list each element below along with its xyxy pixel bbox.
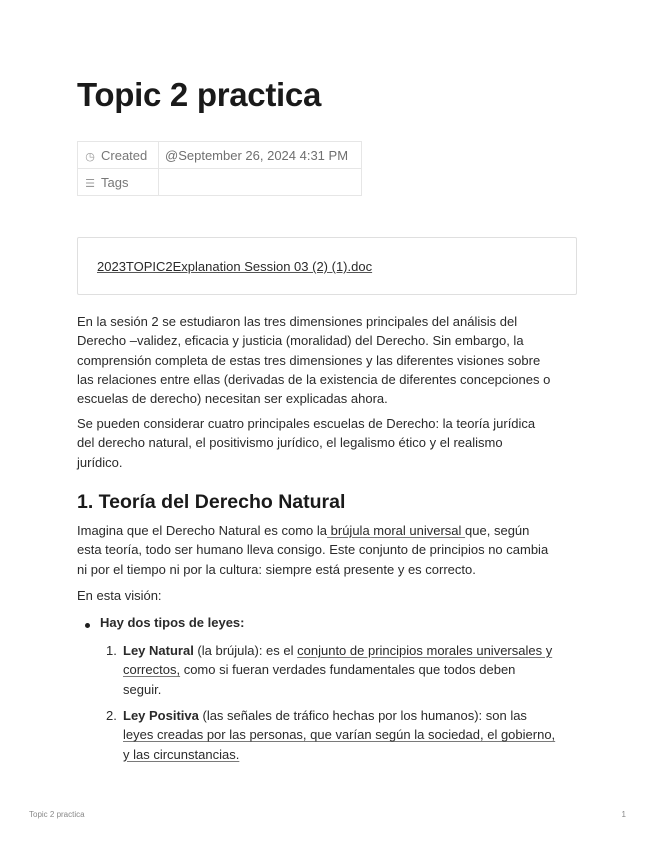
term: Ley Positiva — [123, 708, 199, 723]
list-item-natural-law — [123, 641, 579, 699]
text-line: seguir. — [123, 681, 162, 697]
property-key-created — [78, 142, 159, 169]
page-title: Topic 2 practica — [77, 76, 322, 113]
text-line: Se pueden considerar cuatro principales escuelas de Derecho: la teoría jurídica — [77, 416, 536, 431]
text-segment: (la brújula): es el — [193, 643, 298, 658]
underlined-text: correctos, — [123, 662, 181, 678]
text-line: comprensión completa de estas tres dimensiones y las diferentes visiones sobre — [77, 352, 541, 368]
text-line: escuelas de derecho) necesitan ser explicadas ahora. — [77, 391, 388, 407]
list-item-positive-law — [123, 706, 579, 764]
footer-title: Topic 2 practica — [29, 810, 85, 819]
clock-icon: ◷ — [85, 150, 95, 163]
text-segment: como si fueran verdades fundamentales que todos deben — [180, 662, 516, 678]
text-line: esta teoría, todo ser humano lleva consigo. Este conjunto de principios no cambia — [77, 542, 549, 558]
paragraph-vision: En esta visión: — [77, 588, 162, 603]
text-line: Derecho –validez, eficacia y justicia (moralidad) del Derecho. Sin embargo, la — [77, 333, 524, 349]
created-value[interactable]: @September 26, 2024 4:31 PM — [159, 142, 362, 169]
text-segment: (las señales de tráfico hechas por los humanos): son las — [198, 708, 527, 723]
underlined-text: conjunto de principios morales universales y — [297, 643, 553, 658]
list-number: 2. — [106, 708, 117, 723]
properties-table — [77, 141, 362, 196]
text-line: En la sesión 2 se estudiaron las tres dimensiones principales del análisis del — [77, 314, 518, 329]
property-key-tags — [78, 169, 159, 196]
tags-value[interactable] — [159, 169, 362, 196]
bullet-item: Hay dos tipos de leyes: — [100, 615, 245, 630]
term: Ley Natural — [123, 643, 194, 658]
paragraph-schools — [77, 414, 579, 472]
paragraph-natural-law — [77, 521, 579, 579]
text-segment: Imagina que el Derecho Natural es como la — [77, 523, 328, 538]
list-icon: ☰ — [85, 177, 95, 190]
text-line: ni por el tiempo ni por la cultura: siempre está presente y es correcto. — [77, 561, 476, 577]
underlined-text: leyes creadas por las personas, que varían según la sociedad, el gobierno, — [123, 727, 556, 743]
text-line: del derecho natural, el positivismo jurídico, el legalismo ético y el realismo — [77, 435, 503, 451]
underlined-text: y las circunstancias. — [123, 746, 240, 762]
section-heading: 1. Teoría del Derecho Natural — [77, 491, 346, 513]
list-number: 1. — [106, 643, 117, 658]
tags-label: Tags — [101, 174, 129, 190]
property-row-tags — [78, 169, 362, 196]
property-row-created — [78, 142, 362, 169]
created-label: Created — [101, 147, 148, 163]
paragraph-intro — [77, 312, 579, 408]
text-segment: que, según — [465, 523, 530, 538]
attachment-card[interactable] — [77, 237, 577, 295]
text-line: las relaciones entre ellas (derivadas de la existencia de diferentes concepciones o — [77, 371, 551, 387]
underlined-text: brújula moral universal — [327, 523, 466, 538]
footer-page-number: 1 — [621, 810, 626, 819]
attachment-link[interactable]: 2023TOPIC2Explanation Session 03 (2) (1).doc — [97, 259, 373, 274]
bullet-icon — [85, 623, 90, 628]
text-line: jurídico. — [77, 454, 123, 470]
